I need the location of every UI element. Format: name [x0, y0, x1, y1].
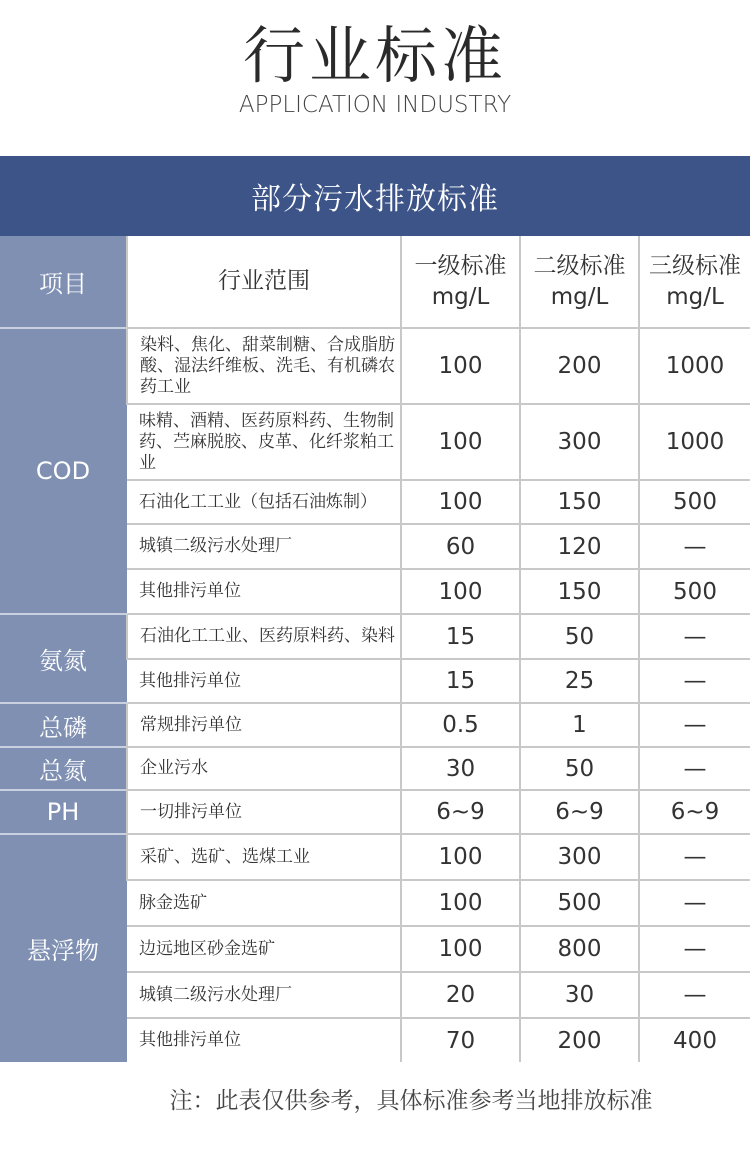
level3-value: — — [639, 834, 750, 880]
table-row — [0, 614, 750, 659]
group-suspended-solids: 悬浮物 — [0, 834, 127, 1062]
level2-value: 50 — [520, 747, 639, 790]
level3-value: — — [639, 614, 750, 659]
header-level3-unit: mg/L — [666, 283, 724, 310]
level3-value: 1000 — [639, 328, 750, 404]
table-row — [0, 790, 750, 834]
scope-cell: 染料、焦化、甜菜制糖、合成脂肪酸、湿法纤维板、洗毛、有机磷农药工业 — [127, 328, 401, 404]
header-scope: 行业范围 — [127, 236, 401, 328]
level2-value: 150 — [520, 569, 639, 614]
header-level1-unit: mg/L — [431, 283, 490, 310]
scope-cell: 味精、酒精、医药原料药、生物制药、苎麻脱胶、皮革、化纤浆粕工业 — [127, 404, 401, 480]
standards-table — [0, 236, 750, 1062]
level3-value: — — [639, 880, 750, 926]
table-row — [0, 703, 750, 747]
level1-value: 100 — [401, 328, 520, 404]
scope-cell: 采矿、选矿、选煤工业 — [127, 834, 401, 880]
header-level3-title: 三级标准 — [649, 252, 741, 279]
page-title: 行业标准 — [242, 19, 507, 92]
header-level3 — [639, 236, 750, 328]
level2-value: 1 — [520, 703, 639, 747]
level1-value: 60 — [401, 524, 520, 569]
level1-value: 100 — [401, 834, 520, 880]
level3-value: 500 — [639, 569, 750, 614]
level2-value: 150 — [520, 480, 639, 524]
level3-value: — — [639, 972, 750, 1018]
scope-cell: 其他排污单位 — [127, 1018, 401, 1062]
level3-value: — — [639, 524, 750, 569]
level2-value: 6~9 — [520, 790, 639, 834]
level3-value: — — [639, 926, 750, 972]
level2-value: 25 — [520, 659, 639, 703]
level2-value: 200 — [520, 328, 639, 404]
level1-value: 15 — [401, 614, 520, 659]
level1-value: 20 — [401, 972, 520, 1018]
level1-value: 6~9 — [401, 790, 520, 834]
level2-value: 120 — [520, 524, 639, 569]
header-level1-title: 一级标准 — [414, 252, 507, 279]
level1-value: 100 — [401, 880, 520, 926]
level1-value: 30 — [401, 747, 520, 790]
scope-cell: 常规排污单位 — [127, 703, 401, 747]
level1-value: 70 — [401, 1018, 520, 1062]
level2-value: 300 — [520, 834, 639, 880]
scope-cell: 一切排污单位 — [127, 790, 401, 834]
header-item: 项目 — [0, 236, 127, 328]
level2-value: 300 — [520, 404, 639, 480]
header-level2-unit: mg/L — [550, 283, 609, 310]
scope-cell: 石油化工工业、医药原料药、染料 — [127, 614, 401, 659]
scope-cell: 脉金选矿 — [127, 880, 401, 926]
level3-value: 1000 — [639, 404, 750, 480]
level2-value: 200 — [520, 1018, 639, 1062]
level1-value: 100 — [401, 926, 520, 972]
level1-value: 100 — [401, 480, 520, 524]
level3-value: 6~9 — [639, 790, 750, 834]
scope-cell: 城镇二级污水处理厂 — [127, 972, 401, 1018]
level1-value: 15 — [401, 659, 520, 703]
level2-value: 50 — [520, 614, 639, 659]
table-header-row — [0, 236, 750, 328]
level2-value: 30 — [520, 972, 639, 1018]
level3-value: 500 — [639, 480, 750, 524]
scope-cell: 城镇二级污水处理厂 — [127, 524, 401, 569]
scope-cell: 企业污水 — [127, 747, 401, 790]
scope-cell: 石油化工工业（包括石油炼制） — [127, 480, 401, 524]
table-banner: 部分污水排放标准 — [0, 156, 750, 236]
footnote: 注：此表仅供参考，具体标准参考当地排放标准 — [169, 1088, 653, 1114]
level2-value: 800 — [520, 926, 639, 972]
group-ph: PH — [0, 790, 127, 834]
level1-value: 0.5 — [401, 703, 520, 747]
scope-cell: 其他排污单位 — [127, 659, 401, 703]
header-level2-title: 二级标准 — [533, 252, 626, 279]
scope-cell: 其他排污单位 — [127, 569, 401, 614]
page-subtitle: APPLICATION INDUSTRY — [238, 92, 512, 118]
group-cod: COD — [0, 328, 127, 614]
header-level2 — [520, 236, 639, 328]
table-row — [0, 328, 750, 404]
level3-value: 400 — [639, 1018, 750, 1062]
scope-cell: 边远地区砂金选矿 — [127, 926, 401, 972]
level3-value: — — [639, 703, 750, 747]
level1-value: 100 — [401, 404, 520, 480]
group-total-nitrogen: 总氮 — [0, 747, 127, 790]
level3-value: — — [639, 747, 750, 790]
header-level1 — [401, 236, 520, 328]
table-row — [0, 747, 750, 790]
level3-value: — — [639, 659, 750, 703]
level2-value: 500 — [520, 880, 639, 926]
group-ammonia-nitrogen: 氨氮 — [0, 614, 127, 703]
group-total-phosphorus: 总磷 — [0, 703, 127, 747]
level1-value: 100 — [401, 569, 520, 614]
table-row — [0, 834, 750, 880]
